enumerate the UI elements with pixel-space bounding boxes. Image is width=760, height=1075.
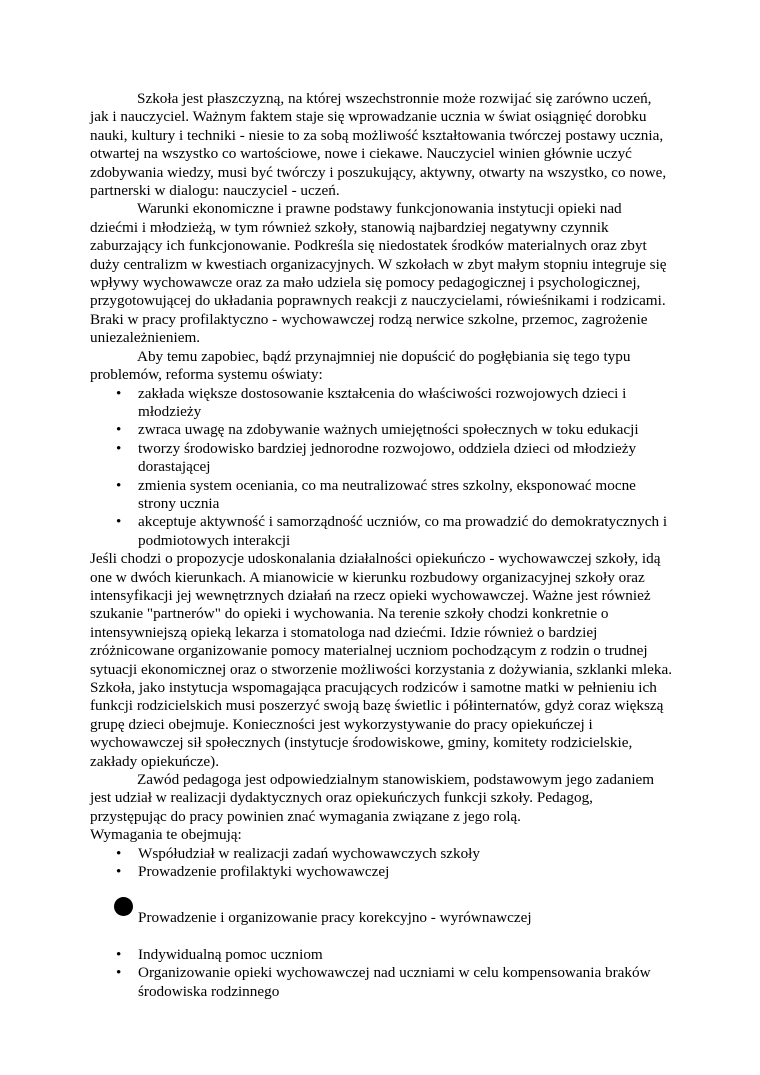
list-item: • zmienia system oceniania, co ma neutralizować stres szkolny, eksponować mocne strony ucznia — [90, 477, 672, 514]
paragraph-requirements-intro: Wymagania te obejmują: — [90, 826, 242, 844]
document-page — [90, 90, 672, 1001]
paragraph-care-proposals: Jeśli chodzi o propozycje udoskonalania działalności opiekuńczo - wychowawczej szkoły, idą one w dwóch kierunkach. A mianowicie w kierunku rozbudowy organizacyjnej szkoły oraz intensyfikacji jej wewnętrznych działań na rzecz opieki wychowawczej. Ważne jest również szukanie "partnerów" do opieki i wychowania. Na terenie szkoły chodzi konkretnie o intensywniejszą opieką lekarza i stomatologa nad dziećmi. Idzie również o bardziej zróżnicowane organizowanie pomocy materialnej uczniom pochodzącym z rodzin o trudnej sytuacji ekonomicznej oraz o stworzenie możliwości korzystania z dożywiania, szklanki mleka. Szkoła, jako instytucja wspomagająca pracujących rodziców i samotne matki w pełnieniu ich funkcji rodzicielskich musi poszerzyć swoją bazę świetlic i półinternatów, gdyż coraz większą grupę dzieci obejmuje. Konieczności jest wykorzystywanie do pracy opiekuńczej i wychowawczej sił społecznych (instytucje środowiskowe, gminy, komitety rodzicielskie, zakłady opiekuńcze). — [90, 550, 672, 770]
list-item: • Indywidualną pomoc uczniom — [90, 946, 672, 964]
list-item: • Współudział w realizacji zadań wychowawczych szkoły — [90, 845, 672, 863]
paragraph-school-platform: Szkoła jest płaszczyzną, na której wszechstronnie może rozwijać się zarówno uczeń, jak i nauczyciel. Ważnym faktem staje się wprowadzanie ucznia w świat osiągnięć dorobku nauki, kultury i techniki - niesie to za sobą możliwość kształtowania twórczej postawy ucznia, otwartej na wszystko co wartościowe, nowe i ciekawe. Nauczyciel winien głównie uczyć zdobywania wiedzy, musi być twórczy i poszukujący, aktywny, otwarty na wszystko, co nowe, partnerski w dialogu: nauczyciel - uczeń. — [90, 90, 667, 200]
paragraph-reform-intro: Aby temu zapobiec, bądź przynajmniej nie dopuścić do pogłębiania się tego typu problemów, reforma systemu oświaty: — [90, 347, 631, 384]
list-item: • tworzy środowisko bardziej jednorodne rozwojowo, oddziela dzieci od młodzieży dorastającej — [90, 440, 672, 477]
requirements-big-bullet-item — [90, 909, 672, 927]
paragraph-economic-conditions: Warunki ekonomiczne i prawne podstawy funkcjonowania instytucji opieki nad dziećmi i młodzieżą, w tym również szkoły, stanowią najbardziej negatywny czynnik zaburzający ich funkcjonowanie. Podkreśla się niedostatek środków materialnych oraz zbyt duży centralizm w kwestiach organizacyjnych. W szkołach w zbyt małym stopniu integruje się wpływy wychowawcze oraz za mało udziela się pomocy pedagogicznej i psychologicznej, przygotowującej do układania poprawnych reakcji z nauczycielami, rówieśnikami i rodzicami. Braki w pracy profilaktyczno - wychowawczej rodzą nerwice szkolne, przemoc, zagrożenie uniezależnieniem. — [90, 200, 667, 347]
paragraph-pedagogue-role: Zawód pedagoga jest odpowiedzialnym stanowiskiem, podstawowym jego zadaniem jest udział w realizacji dydaktycznych oraz opiekuńczych funkcji szkoły. Pedagog, przystępując do pracy powinien znać wymagania związane z jego rolą. — [90, 771, 655, 825]
large-bullet-icon — [114, 897, 133, 916]
requirements-list-a — [90, 845, 672, 882]
list-item: • Prowadzenie profilaktyki wychowawczej — [90, 863, 672, 881]
list-item: • zakłada większe dostosowanie kształcenia do właściwości rozwojowych dzieci i młodzieży — [90, 385, 672, 422]
list-item: • akceptuje aktywność i samorządność uczniów, co ma prowadzić do demokratycznych i podmiotowych interakcji — [90, 513, 672, 550]
reform-list — [90, 385, 672, 551]
big-bullet-text: Prowadzenie i organizowanie pracy korekcyjno - wyrównawczej — [138, 909, 532, 927]
list-item: • Organizowanie opieki wychowawczej nad uczniami w celu kompensowania braków środowiska rodzinnego — [90, 964, 672, 1001]
requirements-list-b — [90, 946, 672, 1001]
list-item: • zwraca uwagę na zdobywanie ważnych umiejętności społecznych w toku edukacji — [90, 421, 672, 439]
